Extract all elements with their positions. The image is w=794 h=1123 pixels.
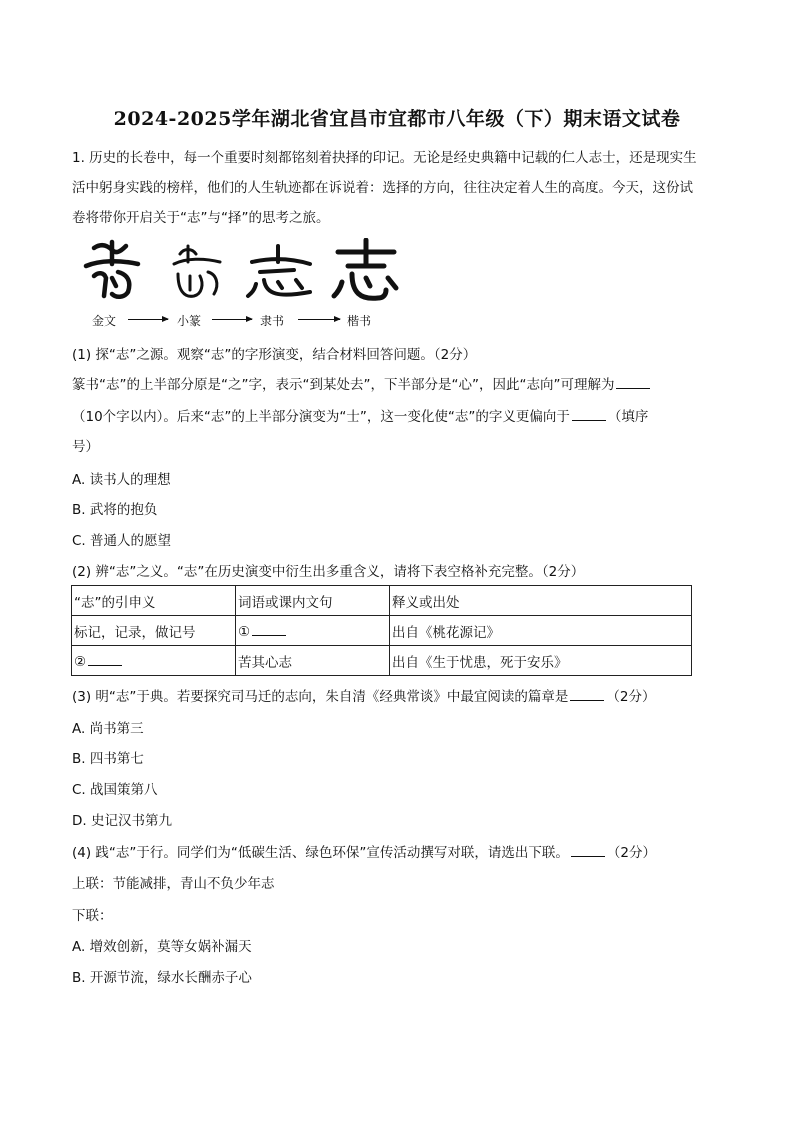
arrow-icon — [128, 319, 168, 320]
q4-option-b[interactable]: B. 开源节流，绿水长酬赤子心 — [72, 970, 252, 986]
q3-option-c[interactable]: C. 战国策第八 — [72, 782, 158, 798]
table-cell-with-blank[interactable] — [72, 646, 236, 676]
table-row — [72, 616, 692, 646]
table-header: “志”的引申义 — [72, 586, 236, 616]
intro-line: 活中躬身实践的榜样，他们的人生轨迹都在诉说着：选择的方向，往往决定着人生的高度。今天，这份试 — [72, 180, 693, 196]
character-evolution-figure — [72, 236, 412, 332]
evo-label-xiaozhuan: 小篆 — [177, 314, 202, 328]
table-cell: 出自《生于忧患，死于安乐》 — [390, 646, 692, 676]
table-header: 词语或课内文句 — [236, 586, 390, 616]
intro-line: 1. 历史的长卷中，每一个重要时刻都铭刻着抉择的印记。无论是经史典籍中记载的仁人志士，还是现实生 — [72, 150, 697, 166]
q4-points: （2分） — [606, 845, 656, 861]
answer-blank[interactable] — [570, 686, 604, 701]
table-row — [72, 646, 692, 676]
evo-label-jinwen: 金文 — [92, 314, 117, 328]
table-cell: 出自《桃花源记》 — [390, 616, 692, 646]
q3-prompt-line — [72, 685, 656, 705]
table-cell: 苦其心志 — [236, 646, 390, 676]
q4-option-a[interactable]: A. 增效创新，莫等女娲补漏天 — [72, 939, 252, 955]
lishu-glyph — [244, 238, 316, 304]
table-cell-with-blank[interactable] — [236, 616, 390, 646]
table-header: 释义或出处 — [390, 586, 692, 616]
table-header-row — [72, 586, 692, 616]
q3-option-b[interactable]: B. 四书第七 — [72, 751, 144, 767]
q3-option-a[interactable]: A. 尚书第三 — [72, 721, 144, 737]
answer-blank[interactable] — [571, 842, 605, 857]
q1-text-line — [72, 405, 648, 425]
q3-prompt: (3) 明“志”于典。若要探究司马迁的志向，朱自清《经典常谈》中最宜阅读的篇章是 — [72, 689, 569, 705]
intro-line: 卷将带你开启关于“志”与“择”的思考之旅。 — [72, 210, 330, 226]
xiaozhuan-glyph — [164, 238, 236, 304]
q4-upper-couplet: 上联：节能减排，青山不负少年志 — [72, 876, 275, 892]
q4-prompt-line — [72, 841, 656, 861]
q1-text1: 篆书“志”的上半部分原是“之”字，表示“到某处去”，下半部分是“心”，因此“志向”可理解为 — [72, 377, 615, 393]
q1-option-a[interactable]: A. 读书人的理想 — [72, 472, 171, 488]
q1-text-line — [72, 373, 652, 393]
q4-lower-label: 下联： — [72, 908, 113, 924]
answer-blank[interactable] — [252, 621, 286, 636]
kaishu-glyph — [330, 238, 402, 304]
q1-text2b: （填序 — [607, 409, 649, 425]
q1-text3: 号） — [72, 439, 99, 455]
arrow-icon — [212, 319, 252, 320]
blank-marker-1: ① — [238, 624, 251, 640]
blank-marker-2: ② — [74, 654, 87, 670]
answer-blank[interactable] — [88, 651, 122, 666]
q3-points: （2分） — [606, 689, 656, 705]
answer-blank[interactable] — [572, 406, 606, 421]
meaning-table — [71, 585, 692, 676]
table-cell: 标记，记录，做记号 — [72, 616, 236, 646]
q3-option-d[interactable]: D. 史记汉书第九 — [72, 813, 172, 829]
arrow-icon — [298, 319, 340, 320]
jinwen-glyph — [76, 238, 148, 304]
q1-option-b[interactable]: B. 武将的抱负 — [72, 502, 158, 518]
q1-prompt: (1) 探“志”之源。观察“志”的字形演变，结合材料回答问题。（2分） — [72, 347, 477, 363]
answer-blank[interactable] — [616, 374, 650, 389]
q2-prompt: (2) 辨“志”之义。“志”在历史演变中衍生出多重含义，请将下表空格补充完整。（2分） — [72, 564, 585, 580]
q1-text2a: （10个字以内）。后来“志”的上半部分演变为“士”，这一变化使“志”的字义更偏向于 — [72, 409, 570, 425]
q1-option-c[interactable]: C. 普通人的愿望 — [72, 533, 172, 549]
exam-title: 2024-2025学年湖北省宜昌市宜都市八年级（下）期末语文试卷 — [113, 108, 681, 130]
q4-prompt: (4) 践“志”于行。同学们为“低碳生活、绿色环保”宣传活动撰写对联，请选出下联。 — [72, 845, 569, 861]
evo-label-lishu: 隶书 — [260, 314, 285, 328]
evo-label-kaishu: 楷书 — [347, 314, 372, 328]
